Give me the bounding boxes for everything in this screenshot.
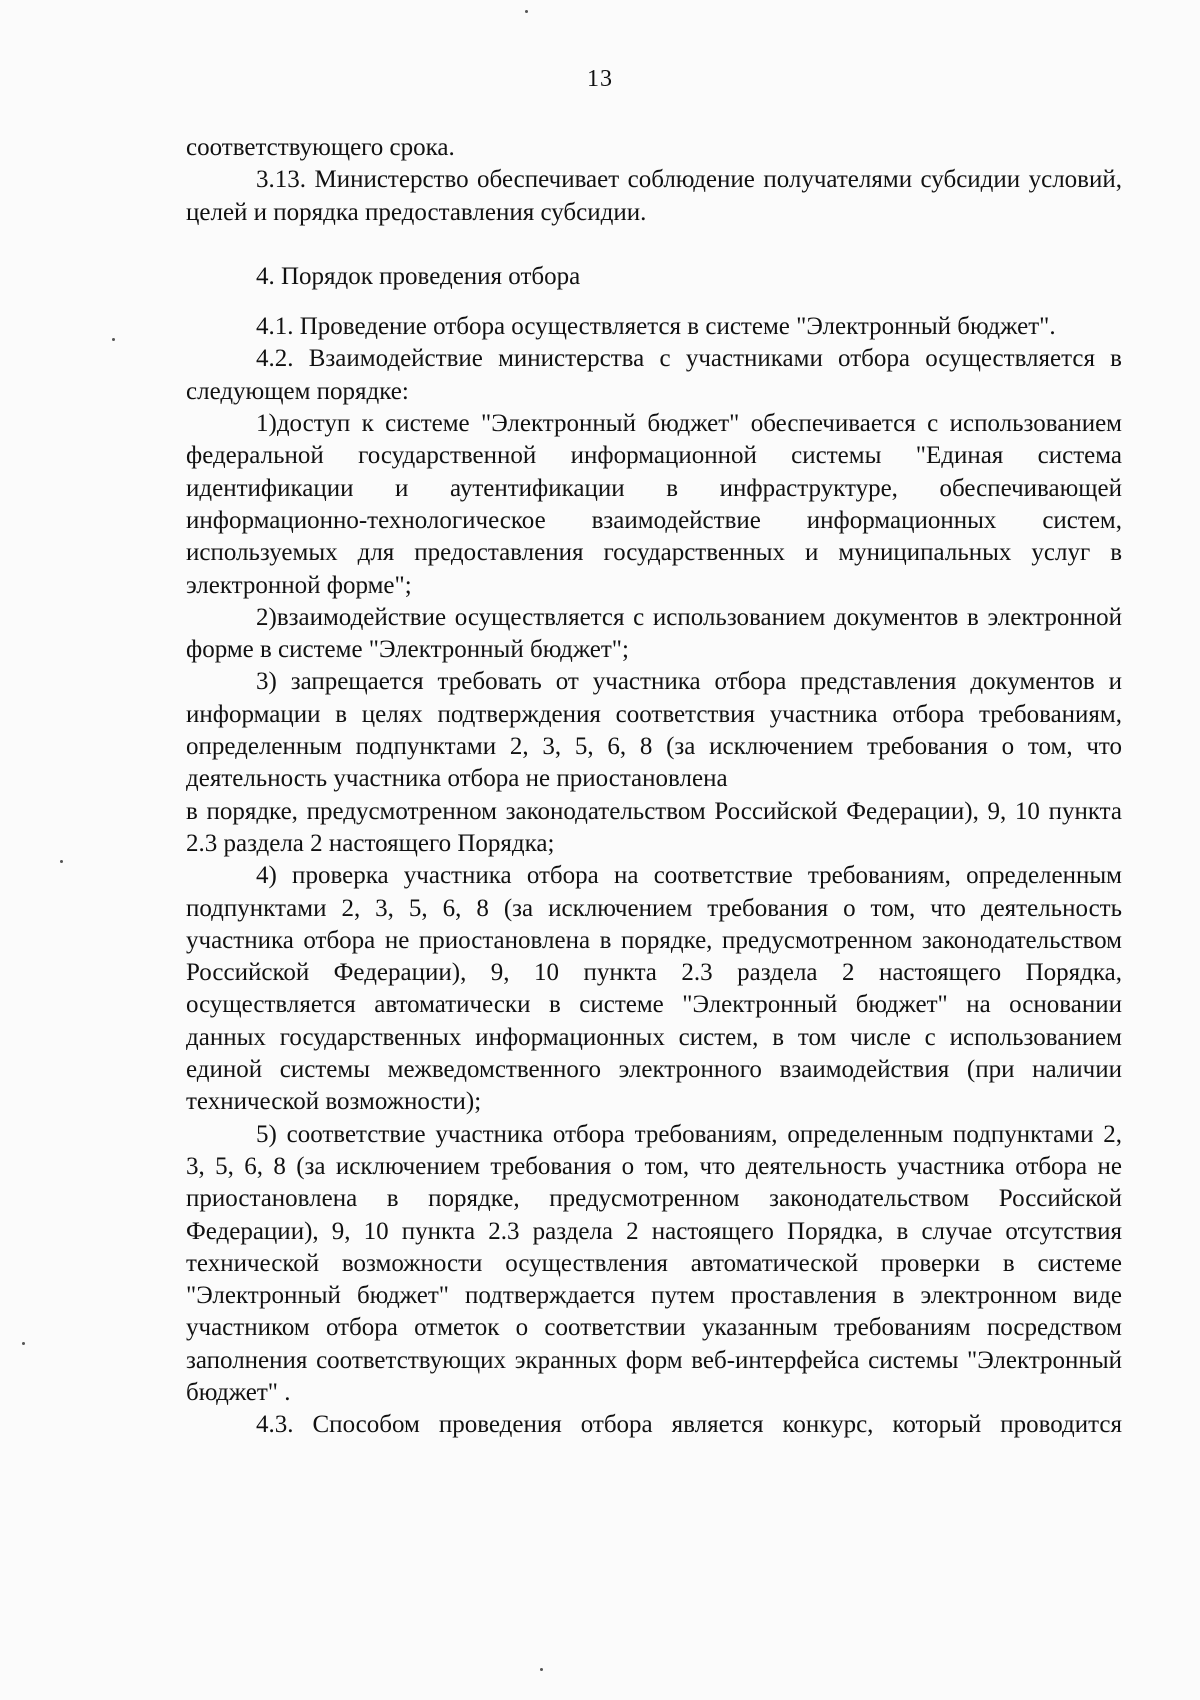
paragraph-3-13: 3.13. Министерство обеспечивает соблюдение получателями субсидии условий, целей и порядка предоставления субсидии. xyxy=(186,166,1122,226)
page-number: 13 xyxy=(587,66,613,92)
paragraph-continuation: соответствующего срока. xyxy=(186,134,455,161)
list-item-4: 4) проверка участника отбора на соответствие требованиям, определенным подпунктами 2, 3, 5, 6, 8 (за исключением требования о том, что деятельность участника отбора не приостановлена в порядке, предусмотренном законодательством Российской Федерации), 9, 10 пункта 2.3 раздела 2 настоящего Порядка, осуществляется автоматически в системе "Электронный бюджет" на основании данных государственных информационных систем, в том числе с использованием единой системы межведомственного электронного взаимодействия (при наличии технической возможности); xyxy=(186,862,1122,1116)
scan-speck xyxy=(112,338,115,341)
paragraph-4-2: 4.2. Взаимодействие министерства с участниками отбора осуществляется в следующем порядке: xyxy=(186,345,1122,405)
scan-speck xyxy=(540,1668,543,1671)
paragraph-4-1: 4.1. Проведение отбора осуществляется в системе "Электронный бюджет". xyxy=(256,313,1056,341)
list-item-5: 5) соответствие участника отбора требованиям, определенным подпунктами 2, 3, 5, 6, 8 (за исключением требования о том, что деятельность участника отбора не приостановлена в порядке, предусмотренном законодательством Российской Федерации), 9, 10 пункта 2.3 раздела 2 настоящего Порядка, в случае отсутствия технической возможности осуществления автоматической проверки в системе "Электронный бюджет" подтверждается путем проставления в электронном виде участником отбора отметок о соответствии указанным требованиям посредством заполнения соответствующих экранных форм веб-интерфейса системы "Электронный бюджет" . xyxy=(186,1120,1122,1406)
paragraph-4-3: 4.3. Способом проведения отбора является конкурс, который проводится xyxy=(256,1411,1122,1439)
list-item-1: 1)доступ к системе "Электронный бюджет" обеспечивается с использованием федеральной государственной информационной системы "Единая система идентификации и аутентификации в инфраструктуре, обеспечивающей информационно-технологическое взаимодействие информационных систем, используемых для предоставления государственных и муниципальных услуг в электронной форме"; xyxy=(186,410,1122,599)
section-heading: 4. Порядок проведения отбора xyxy=(256,262,581,290)
scan-speck xyxy=(60,860,63,863)
list-item-2: 2)взаимодействие осуществляется с использованием документов в электронной форме в системе "Электронный бюджет"; xyxy=(186,603,1122,664)
scan-speck xyxy=(525,10,528,13)
list-item-3: 3) запрещается требовать от участника отбора представления документов и информации в целях подтверждения соответствия участника отбора требованиям, определенным подпунктами 2, 3, 5, 6, 8 (за исключением требования о том, что деятельность участника отбора не приостановлена xyxy=(186,668,1122,793)
list-item-3-continuation: в порядке, предусмотренном законодательством Российской Федерации), 9, 10 пункта 2.3 раздела 2 настоящего Порядка; xyxy=(186,797,1122,857)
scan-speck xyxy=(22,1342,25,1345)
document-body xyxy=(186,132,1122,1442)
